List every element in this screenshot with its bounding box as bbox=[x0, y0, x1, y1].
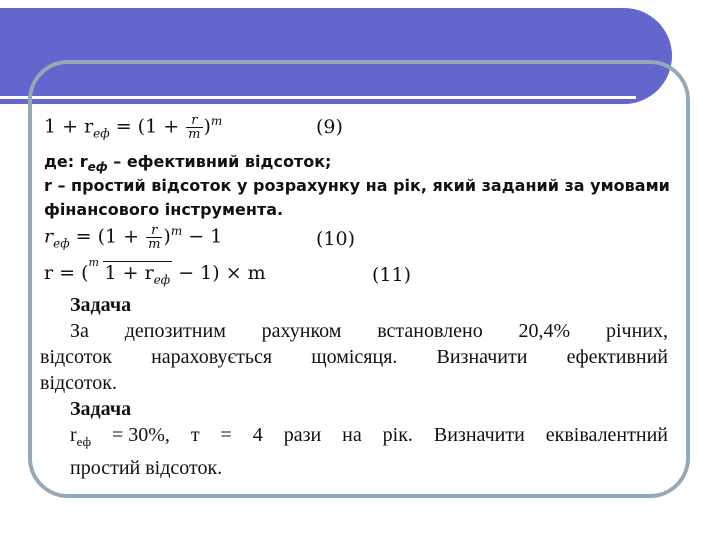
task-2-heading: Задача bbox=[70, 398, 132, 420]
task-2-line-1: $r_{еф}$ = 30%, т = 4 рази на рік. Визначити еквівалентний bbox=[70, 424, 668, 449]
definition-ref: де: $r_{еф}$ – ефективний відсоток; bbox=[44, 152, 332, 175]
formula-11-number: (11) bbox=[372, 264, 412, 286]
task-1-line-1: За депозитним рахунком встановлено 20,4% річних, bbox=[70, 320, 668, 342]
task-1-line-2: відсоток нараховується щомісяця. Визначити ефективний bbox=[40, 346, 668, 368]
definition-r-cont: фінансового інструмента. bbox=[44, 200, 284, 219]
formula-10: $r_{еф} = (1$ + $\frac{r}{m}$ )$^m$ − 1 bbox=[44, 223, 223, 252]
formula-9: $1 + r_{еф} = (1$ + $\frac{r}{m}$ )$^m$ bbox=[44, 113, 223, 142]
task-section bbox=[40, 292, 668, 481]
formula-10-number: (10) bbox=[316, 228, 356, 250]
formula-9-number: (9) bbox=[316, 116, 343, 138]
task-1-heading: Задача bbox=[70, 294, 132, 316]
task-2-line-2: простий відсоток. bbox=[70, 457, 223, 479]
task-1-line-3: відсоток. bbox=[40, 372, 117, 394]
definition-r: r – простий відсоток у розрахунку на рік, який заданий за умовами bbox=[44, 176, 670, 195]
formula-11: r = ( m $1 + r_{еф} - 1) \times m$ bbox=[44, 256, 266, 287]
